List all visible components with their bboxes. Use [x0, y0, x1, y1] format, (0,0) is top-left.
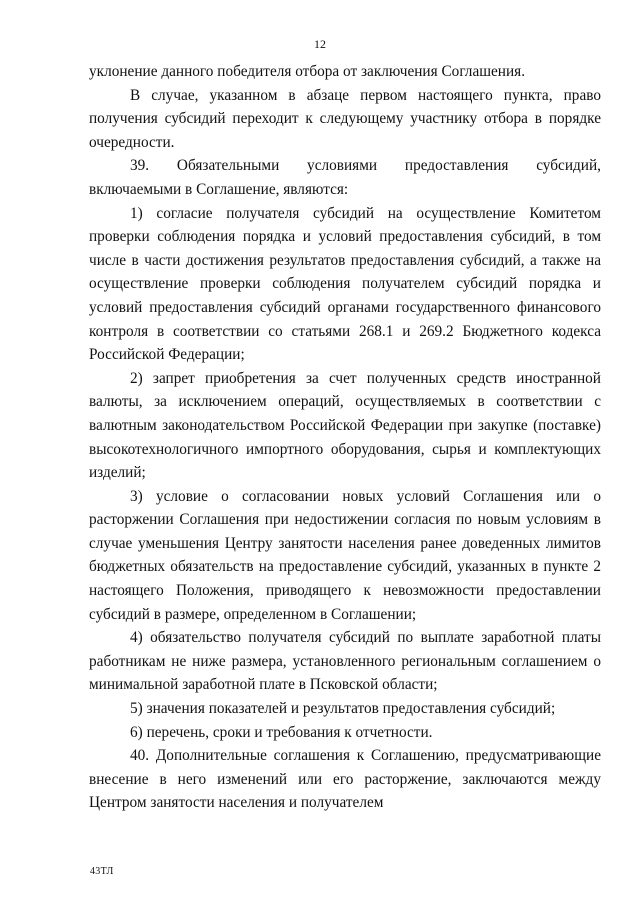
paragraph-item-4: 4) обязательство получателя субсидий по выплате заработной платы работникам не ниже размера, установленного региональным соглашением о минимальной заработной плате в Псковской области; — [89, 629, 601, 694]
paragraph-item-2: 2) запрет приобретения за счет полученных средств иностранной валюты, за исключением операций, осуществляемых в соответствии с валютным законодательством Российской Федерации при закупке (поставке) высокотехнологичного импортного оборудования, сырья и комплектующих изделий; — [89, 369, 601, 482]
paragraph-item-3: 3) условие о согласовании новых условий Соглашения или о расторжении Соглашения при недостижении согласия по новым условиям в случае уменьшения Центру занятости населения ранее доведенных лимитов бюджетных обязательств на предоставление субсидий, указанных в пункте 2 настоящего Положения, приводящего к невозможности предоставлении субсидий в размере, определенном в Соглашении; — [89, 487, 601, 623]
paragraph-clause-39: 39. Обязательными условиями предоставления субсидий, включаемыми в Соглашение, являются: — [89, 157, 601, 198]
paragraph-item-6: 6) перечень, сроки и требования к отчетности. — [130, 723, 433, 741]
paragraph-continuation: уклонение данного победителя отбора от заключения Соглашения. — [89, 63, 526, 80]
paragraph-item-1: 1) согласие получателя субсидий на осуществление Комитетом проверки соблюдения порядка и условий предоставления субсидий, в том числе в части достижения результатов предоставления субсидий, а также на осуществление проверки соблюдения получателем субсидий порядка и условий предоставления субсидий органами государственного финансового контроля в соответствии со статьями 268.1 и 269.2 Бюджетного кодекса Российской Федерации; — [89, 204, 601, 364]
paragraph-transfer-right: В случае, указанном в абзаце первом настоящего пункта, право получения субсидий переходит к следующему участнику отбора в порядке очередности. — [89, 86, 601, 151]
document-body — [89, 60, 601, 815]
paragraph-clause-40: 40. Дополнительные соглашения к Соглашению, предусматривающие внесение в него изменений или его расторжение, заключаются между Центром занятости населения и получателем — [89, 747, 601, 812]
paragraph-item-5: 5) значения показателей и результатов предоставления субсидий; — [130, 700, 556, 718]
page-number: 12 — [314, 37, 326, 51]
footer-code: 43ТЛ — [90, 866, 114, 877]
